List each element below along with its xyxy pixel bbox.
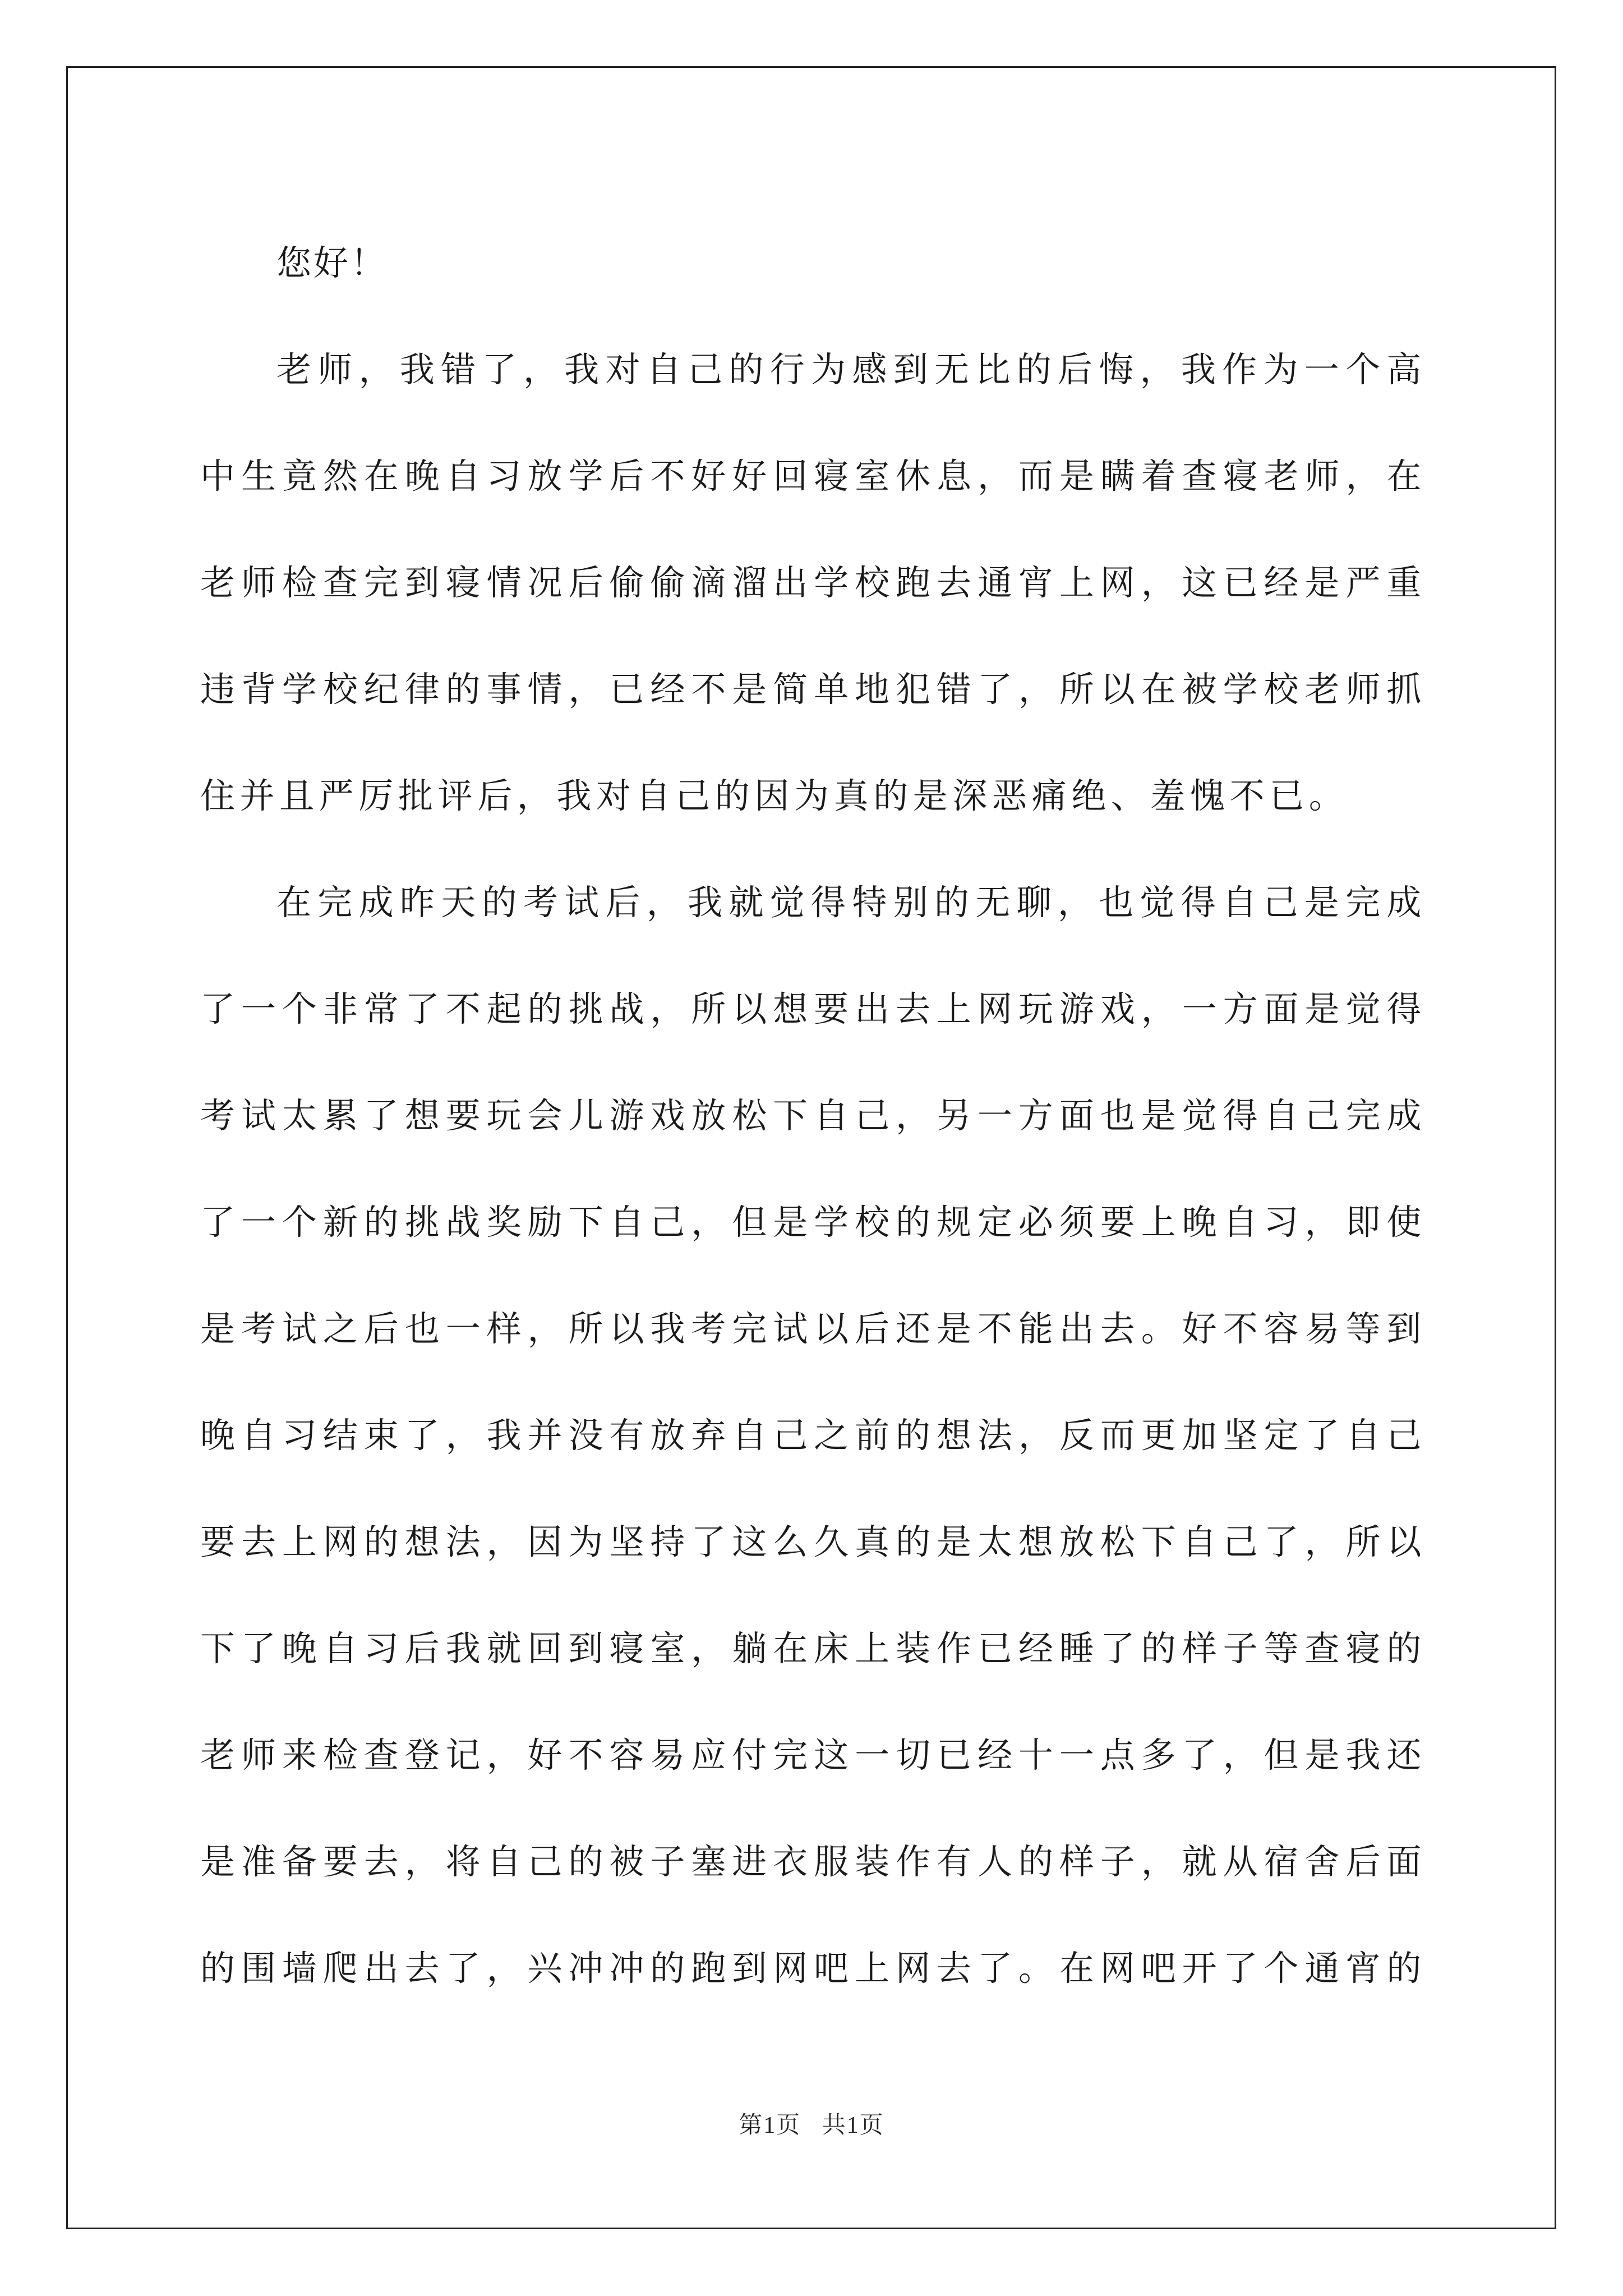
document-body [200, 210, 1426, 2022]
text-line: 是考试之后也一样，所以我考完试以后还是不能出去。好不容易等到 [200, 1308, 1426, 1349]
text-line: 晚自习结束了，我并没有放弃自己之前的想法，反而更加坚定了自己 [200, 1415, 1426, 1456]
text-line: 是准备要去，将自己的被子塞进衣服装作有人的样子，就从宿舍后面 [200, 1841, 1426, 1882]
text-line: 违背学校纪律的事情，已经不是简单地犯错了，所以在被学校老师抓 [200, 669, 1426, 710]
page-footer [0, 2106, 1623, 2140]
text-line: 老师检查完到寝情况后偷偷滴溜出学校跑去通宵上网，这已经是严重 [200, 562, 1426, 603]
paragraph-2 [200, 849, 1426, 2022]
text-line: 中生竟然在晚自习放学后不好好回寝室休息，而是瞒着查寝老师，在 [200, 455, 1426, 496]
text-line: 要去上网的想法，因为坚持了这么久真的是太想放松下自己了，所以 [200, 1521, 1426, 1562]
text-line: 老师来检查登记，好不容易应付完这一切已经十一点多了，但是我还 [200, 1734, 1426, 1775]
text-line: 了一个新的挑战奖励下自己，但是学校的规定必须要上晚自习，即使 [200, 1202, 1426, 1243]
text-line: 的围墙爬出去了，兴冲冲的跑到网吧上网去了。在网吧开了个通宵的 [200, 1948, 1426, 1989]
page-total: 共1页 [822, 2113, 884, 2138]
paragraph-1 [200, 316, 1426, 849]
text-line: 住并且严厉批评后，我对自己的因为真的是深恶痛绝、羞愧不已。 [200, 775, 1349, 816]
text-line: 老师，我错了，我对自己的行为感到无比的后悔，我作为一个高 [276, 349, 1426, 390]
page-number: 第1页 [739, 2113, 801, 2138]
text-line: 在完成昨天的考试后，我就觉得特别的无聊，也觉得自己是完成 [276, 882, 1426, 923]
text-line: 了一个非常了不起的挑战，所以想要出去上网玩游戏，一方面是觉得 [200, 988, 1426, 1029]
text-line: 下了晚自习后我就回到寝室，躺在床上装作已经睡了的样子等查寝的 [200, 1628, 1426, 1669]
text-line: 考试太累了想要玩会儿游戏放松下自己，另一方面也是觉得自己完成 [200, 1095, 1426, 1136]
greeting: 您好！ [276, 242, 388, 283]
